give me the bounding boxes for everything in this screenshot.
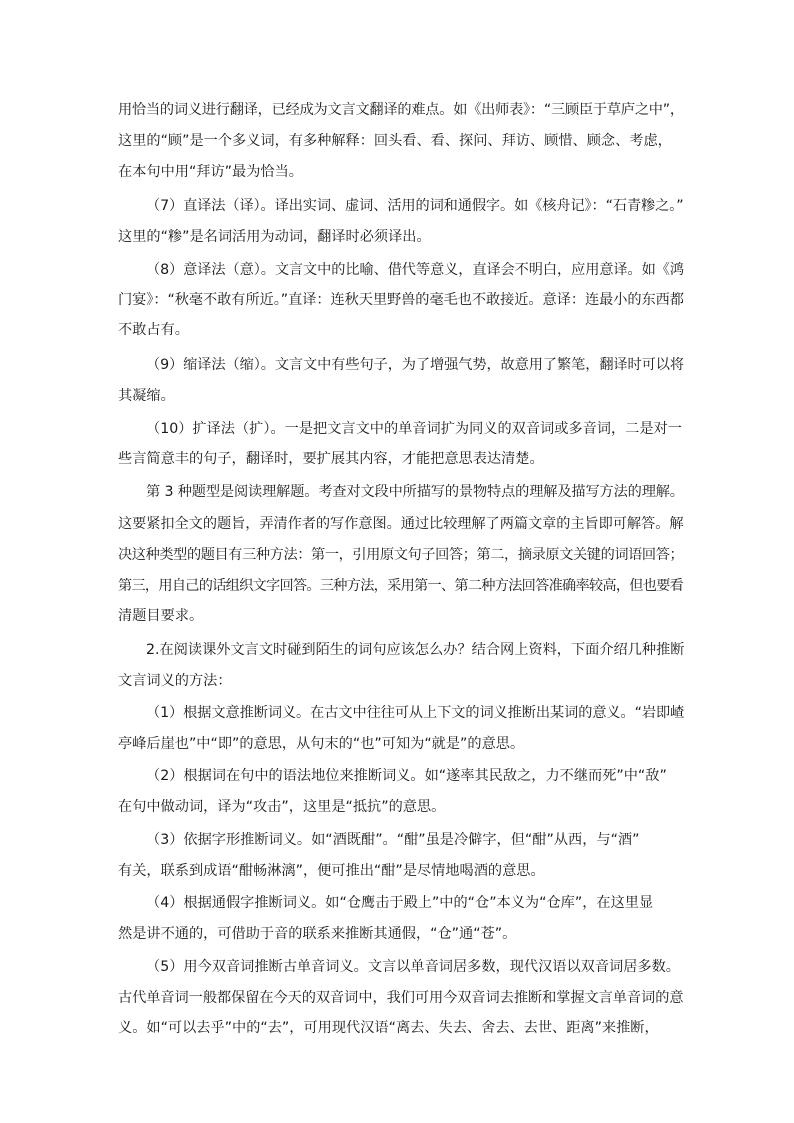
text-line: （9）缩译法（缩）。文言文中有些句子，为了增强气势，故意用了繁笔，翻译时可以将: [146, 357, 684, 373]
text-line: （3）依据字形推断词义。如“酒既酣”。“酣”虽是冷僻字，但“酣”从西，与“酒”: [146, 832, 640, 848]
text-line: 文言词义的方法：: [118, 673, 232, 689]
text-line: 这里的“顾”是一个多义词，有多种解释：回头看、看、探问、拜访、顾惜、顾念、考虑，: [118, 133, 672, 149]
text-line: （8）意译法（意）。文言文中的比喻、借代等意义，直译会不明白，应用意译。如《鸿: [146, 262, 684, 278]
text-line: 这里的“糁”是名词活用为动词，翻译时必须译出。: [118, 229, 431, 245]
text-line: （5）用今双音词推断古单音词义。文言以单音词居多数，现代汉语以双音词居多数。: [146, 959, 680, 975]
text-line: 第三，用自己的话组织文字回答。三种方法，采用第一、第二种方法回答准确率较高，但也要看: [118, 578, 684, 594]
text-line: 2.在阅读课外文言文时碰到陌生的词句应该怎么办？结合网上资料，下面介绍几种推断: [146, 642, 685, 658]
text-line: 其凝缩。: [118, 388, 175, 404]
text-line: 古代单音词一般都保留在今天的双音词中，我们可用今双音词去推断和掌握文言单音词的意: [118, 990, 684, 1006]
text-line: 门宴》：“秋毫不敢有所近。”直译：连秋天里野兽的毫毛也不敢接近。意译：连最小的东西都: [118, 292, 684, 308]
text-line: 清题目要求。: [118, 608, 204, 624]
text-line: 在本句中用“拜访”最为恰当。: [118, 164, 303, 180]
text-line: 有关，联系到成语“酣畅淋漓”，便可推出“酣”是尽情地喝酒的意思。: [118, 863, 545, 879]
text-line: 第 3 种题型是阅读理解题。考查对文段中所描写的景物特点的理解及描写方法的理解。: [146, 484, 684, 500]
text-line: （1）根据文意推断词义。在古文中往往可从上下文的词义推断出某词的意义。“岩即嵖: [146, 705, 685, 721]
text-line: 义。如“可以去乎”中的“去”，可用现代汉语“离去、失去、舍去、去世、距离”来推断，: [118, 1020, 659, 1036]
text-line: （2）根据词在句中的语法地位来推断词义。如“遂率其民敌之，力不继而死”中“敌”: [146, 768, 667, 784]
text-line: 决这种类型的题目有三种方法：第一，引用原文句子回答；第二，摘录原文关键的词语回答；: [118, 547, 684, 563]
text-line: （7）直译法（译）。译出实词、虚词、活用的词和通假字。如《核舟记》：“石青糁之。”: [146, 198, 684, 214]
text-line: （4）根据通假字推断词义。如“仓鹰击于殿上”中的“仓”本义为“仓库”，在这里显: [146, 895, 654, 911]
text-line: 用恰当的词义进行翻译，已经成为文言文翻译的难点。如《出师表》：“三顾臣于草庐之中”，: [118, 102, 684, 118]
text-line: （10）扩译法（扩）。一是把文言文中的单音词扩为同义的双音词或多音词，二是对一: [146, 421, 682, 437]
text-line: 然是讲不通的，可借助于音的联系来推断其通假，“仓”通“苍”。: [118, 926, 517, 942]
text-line: 在句中做动词，译为“攻击”，这里是“抵抗”的意思。: [118, 799, 446, 815]
text-line: 这要紧扣全文的题旨，弄清作者的写作意图。通过比较理解了两篇文章的主旨即可解答。解: [118, 516, 684, 532]
text-line: 些言简意丰的句子，翻译时，要扩展其内容，才能把意思表达清楚。: [118, 451, 544, 467]
text-line: 亭峰后崖也”中“即”的意思，从句末的“也”可知为“就是”的意思。: [118, 736, 525, 752]
text-line: 不敢占有。: [118, 322, 189, 338]
